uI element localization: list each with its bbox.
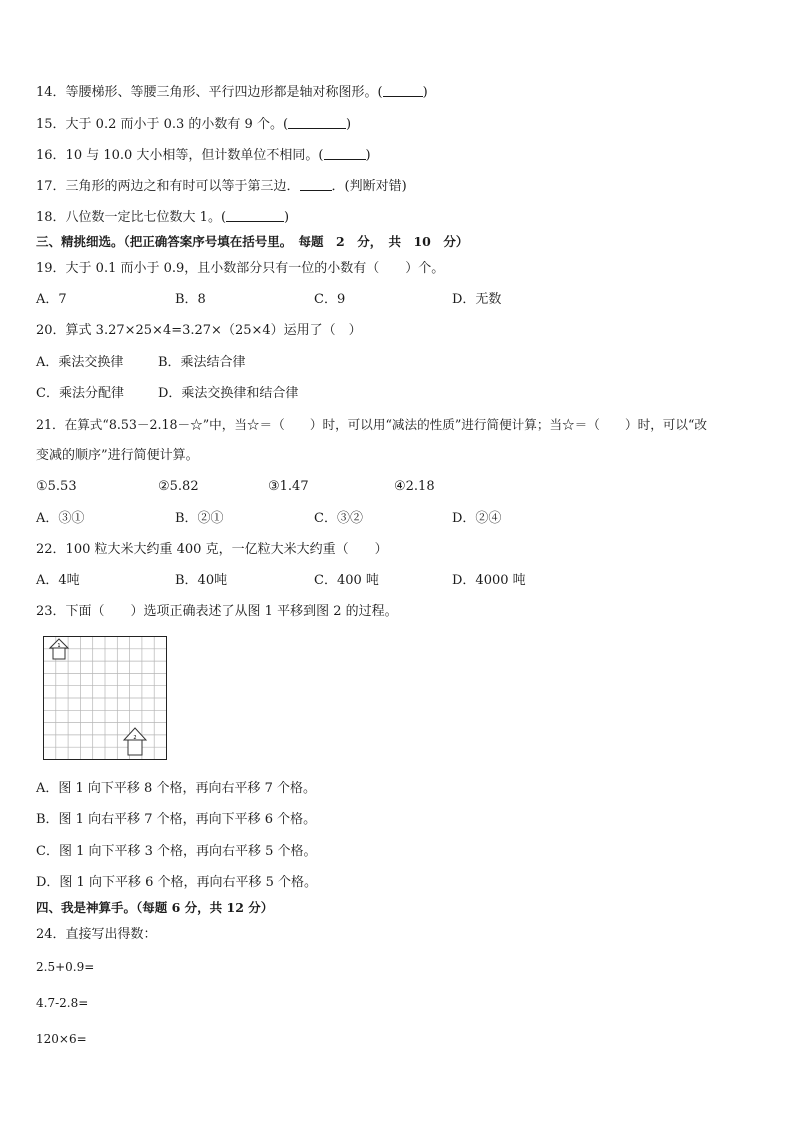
q22-option-b[interactable]: B．40吨	[175, 573, 228, 588]
question-23-stem: 23．下面（ ）选项正确表述了从图 1 平移到图 2 的过程。	[36, 604, 398, 619]
question-15: 15．大于 0.2 而小于 0.3 的小数有 9 个。( )	[36, 117, 352, 132]
section-4-heading: 四、我是神算手。（每题 6 分，共 12 分）	[36, 900, 274, 915]
calc-item-1[interactable]: 2.5+0.9=	[36, 960, 95, 974]
answer-blank[interactable]	[288, 116, 346, 129]
question-21-stem-line2: 变减的顺序”进行简便计算。	[36, 448, 199, 463]
answer-blank[interactable]	[383, 84, 423, 97]
question-18: 18．八位数一定比七位数大 1。( )	[36, 210, 290, 225]
q21-value-4: ④2.18	[394, 479, 435, 494]
answer-blank[interactable]	[226, 209, 284, 222]
q21-option-c[interactable]: C．③②	[314, 511, 363, 526]
q21-value-3: ③1.47	[268, 479, 309, 494]
q19-option-c[interactable]: C．9	[314, 292, 346, 307]
question-17-text: 17．三角形的两边之和有时可以等于第三边．	[36, 179, 300, 194]
house-figure-1	[50, 639, 68, 659]
question-19-stem: 19．大于 0.1 而小于 0.9，且小数部分只有一位的小数有（ ）个。	[36, 261, 445, 276]
q23-option-c[interactable]: C．图 1 向下平移 3 个格，再向右平移 5 个格。	[36, 844, 317, 859]
q22-option-c[interactable]: C．400 吨	[314, 573, 379, 588]
question-17: 17．三角形的两边之和有时可以等于第三边． ．(判断对错)	[36, 179, 407, 194]
q23-option-b[interactable]: B．图 1 向右平移 7 个格，再向下平移 6 个格。	[36, 812, 317, 827]
question-24-stem: 24．直接写出得数：	[36, 927, 157, 942]
q21-value-2: ②5.82	[158, 479, 199, 494]
section-3-heading: 三、精挑细选。（把正确答案序号填在括号里。 每题 2 分， 共 10 分）	[36, 234, 469, 249]
q20-option-a[interactable]: A．乘法交换律	[36, 355, 124, 370]
q21-option-d[interactable]: D．②④	[452, 511, 502, 526]
q19-option-b[interactable]: B．8	[175, 292, 206, 307]
question-21-stem-line1: 21．在算式“8.53－2.18－☆”中，当☆＝（ ）时，可以用“减法的性质”进行简便计算；当☆＝（ ）时，可以“改	[36, 417, 708, 432]
q20-option-d[interactable]: D．乘法交换律和结合律	[158, 386, 299, 401]
q23-option-d[interactable]: D．图 1 向下平移 6 个格，再向右平移 5 个格。	[36, 875, 318, 890]
q21-option-b[interactable]: B．②①	[175, 511, 224, 526]
q21-option-a[interactable]: A．③①	[36, 511, 85, 526]
answer-blank[interactable]	[324, 147, 366, 160]
question-15-text: 15．大于 0.2 而小于 0.3 的小数有 9 个。(	[36, 117, 289, 132]
question-18-text: 18．八位数一定比七位数大 1。(	[36, 210, 227, 225]
q22-option-a[interactable]: A．4吨	[36, 573, 80, 588]
q21-value-1: ①5.53	[36, 479, 77, 494]
question-20-stem: 20．算式 3.27×25×4=3.27×（25×4）运用了（ ）	[36, 323, 362, 338]
question-14-text: 14．等腰梯形、等腰三角形、平行四边形都是轴对称图形。(	[36, 85, 383, 100]
q22-option-d[interactable]: D．4000 吨	[452, 573, 526, 588]
q20-option-b[interactable]: B．乘法结合律	[158, 355, 246, 370]
q19-option-d[interactable]: D．无数	[452, 292, 502, 307]
calc-item-3[interactable]: 120×6=	[36, 1032, 87, 1046]
q20-option-c[interactable]: C．乘法分配律	[36, 386, 124, 401]
question-22-stem: 22．100 粒大米大约重 400 克，一亿粒大米大约重（ ）	[36, 542, 388, 557]
q23-option-a[interactable]: A．图 1 向下平移 8 个格，再向右平移 7 个格。	[36, 781, 316, 796]
house-1-label: 1	[57, 643, 61, 649]
q19-option-a[interactable]: A．7	[36, 292, 67, 307]
translation-grid-figure	[43, 636, 167, 760]
calc-item-2[interactable]: 4.7-2.8=	[36, 996, 89, 1010]
answer-blank[interactable]	[300, 178, 332, 191]
question-16-text: 16．10 与 10.0 大小相等，但计数单位不相同。(	[36, 148, 324, 163]
question-14: 14．等腰梯形、等腰三角形、平行四边形都是轴对称图形。( )	[36, 85, 428, 100]
house-2-label: 2	[133, 735, 137, 741]
house-figure-2	[124, 728, 146, 755]
question-16: 16．10 与 10.0 大小相等，但计数单位不相同。( )	[36, 148, 371, 163]
